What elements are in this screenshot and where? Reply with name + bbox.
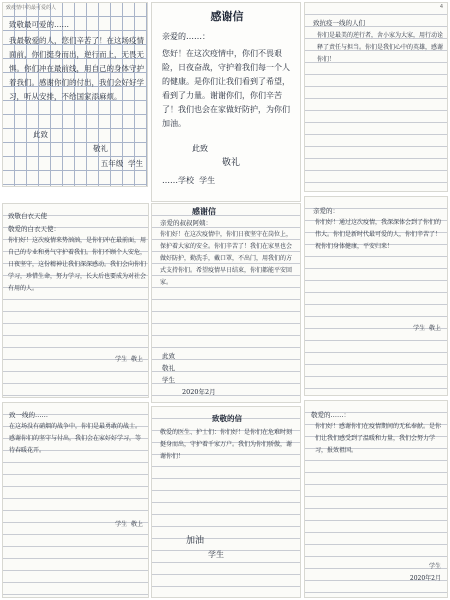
letter-2-greeting: 亲爱的……：	[162, 32, 210, 41]
letter-sheet-8	[151, 406, 301, 598]
letter-4-greeting: 敬爱的白衣天使：	[8, 225, 60, 233]
letter-3-header: 致抗疫一线的人们	[313, 19, 365, 27]
letter-3-page-number: 4	[439, 4, 443, 10]
letter-2-signature: ……学校 学生	[162, 176, 216, 185]
letter-9-greeting: 敬爱的……：	[311, 411, 350, 419]
letter-5-greeting: 亲爱的叔叔阿姨：	[160, 219, 212, 227]
letter-2-closing: 此致	[192, 144, 208, 153]
letter-8-signature: 学生	[208, 550, 224, 559]
letter-sheet-4	[2, 203, 149, 398]
letter-8-body: 敬爱的医生、护士们：你们好！是你们在危难时刻挺身而出，守护着千家万户。我们为你们骄傲，谢谢你们！	[160, 429, 293, 460]
letter-7-header: 致一线的……	[9, 411, 48, 419]
letter-9-body: 你们好！感谢你们在疫情期间的无私奉献。是你们让我们感受到了温暖和力量，我们会努力学习，报效祖国。	[315, 423, 442, 454]
letter-3-body: 你们是最美的逆行者，舍小家为大家，用行动诠释了责任与担当。你们是我们心中的英雄，感谢你们！	[317, 32, 443, 63]
letter-7-signature: 学生 敬上	[115, 521, 143, 528]
letter-6-greeting: 亲爱的：	[313, 207, 339, 215]
letter-1-body: 我最敬爱的人，您们辛苦了！在这场疫情面前，你们挺身而出，逆行而上，无畏无惧。你们冲在最前线，用自己的身体守护着我们。感谢你们的付出，我们会好好学习，听从安排，不给国家添麻烦。	[9, 36, 144, 101]
letter-5-title: 感谢信	[192, 206, 216, 216]
letter-2-body: 您好！在这次疫情中，你们不畏艰险，日夜奋战，守护着我们每一个人的健康。是你们让我们看到了希望，看到了力量。谢谢你们，你们辛苦了！我们也会在家做好防护，为你们加油。	[162, 49, 290, 128]
letter-sheet-1	[2, 2, 148, 187]
letter-4-body: 你们好！这次疫情来势汹汹，是你们冲在最前面，用自己的专业和勇气守护着我们。你们不顾个人安危，日夜坚守，这份精神让我们深深感动。我们会向你们学习，珍惜生命，努力学习，长大后也要成为对社会有用的人。	[8, 237, 146, 292]
letter-6-body: 你们好！通过这次疫情，我深深体会到了你们的伟大。你们是新时代最可爱的人，你们辛苦了！祝你们身体健康，平安归来！	[315, 219, 442, 250]
letter-6-signature: 学生 敬上	[413, 325, 441, 332]
letter-1-closing: 此致	[33, 130, 48, 139]
letter-9-signature: 学生	[428, 563, 441, 570]
letter-sheet-3	[304, 2, 448, 192]
letter-5-date: 2020年2月	[182, 388, 216, 396]
letter-8-closing: 加油	[186, 536, 205, 546]
letter-1-greeting: 致敬最可爱的……	[9, 20, 69, 29]
letter-1-signature: 五年级 学生	[100, 159, 143, 168]
letter-2-salute: 敬礼	[222, 158, 241, 168]
letter-4-header: 致敬白衣天使	[8, 212, 47, 220]
letter-5-body: 你们好！在这次疫情中，你们日夜坚守在岗位上，保护着大家的安全。你们辛苦了！我们在家里也会做好防护，勤洗手，戴口罩，不出门，用我们的方式支持你们。希望疫情早日结束，你们都能平安回家。	[160, 231, 293, 286]
letter-sheet-7	[2, 402, 149, 598]
letter-9-date: 2020年2月	[409, 575, 441, 582]
letter-5-closing: 此致	[162, 352, 175, 360]
letter-1-salute: 敬礼	[93, 144, 108, 153]
letter-7-body: 在这场没有硝烟的战争中，你们是最勇敢的战士。感谢你们的坚守与付出，我们会在家好好学习，等待春暖花开。	[9, 423, 142, 454]
letter-sheet-6	[304, 196, 448, 396]
letter-5-signature: 学生	[162, 376, 175, 384]
letter-2-title: 感谢信	[210, 10, 244, 23]
letter-sheet-2	[151, 2, 301, 202]
letter-1-header: 致疫情中的最可爱的人	[6, 5, 57, 11]
letter-sheet-9	[304, 400, 448, 598]
letter-sheet-5	[151, 203, 301, 403]
letter-8-title: 致敬的信	[212, 414, 242, 423]
letter-5-salute: 敬礼	[162, 364, 175, 372]
letter-4-signature: 学生 敬上	[115, 356, 143, 363]
